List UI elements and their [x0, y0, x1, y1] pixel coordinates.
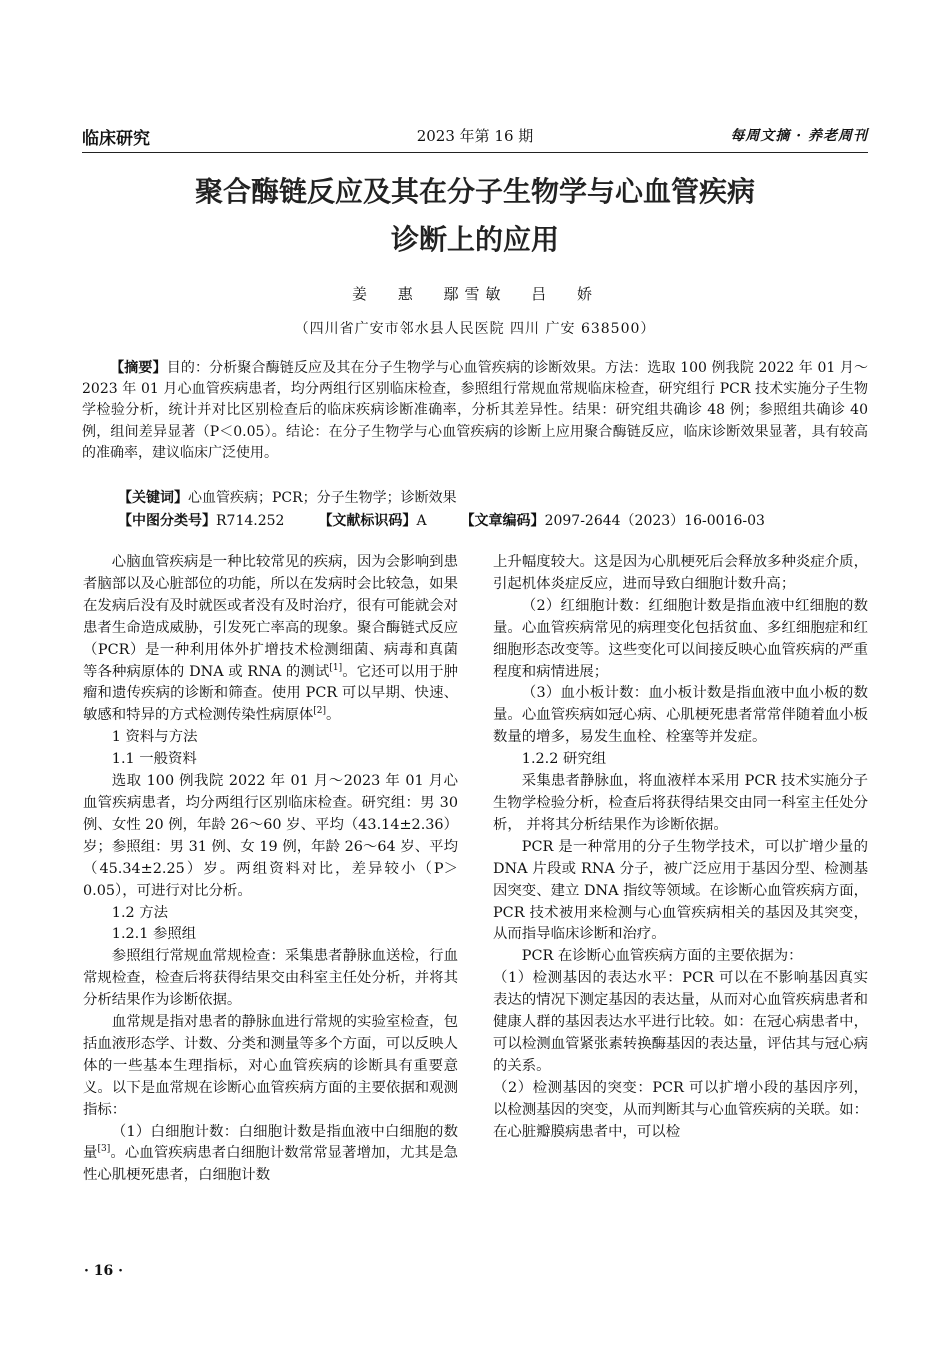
abstract-text: 目的：分析聚合酶链反应及其在分子生物学与心血管疾病的诊断效果。方法：选取 100 例我院 2022 年 01 月～2023 年 01 月心血管疾病患者，均分两组行区别临床检查，参照组行常规血常规临床检查，研究组行 PCR 技术实施分子生物学检验分析，统计并对比区别检查后的临床疾病诊断准确率，分析其差异性。结果：研究组共确诊 48 例；参照组共确诊 40 例，组间差异显著（P＜0.05）。结论：在分子生物学与心血管疾病的诊断上应用聚合酶链反应，临床诊断效果显著，具有较高的准确率，建议临床广泛使用。	[82, 360, 868, 461]
subsection-heading: 1.2 方法	[111, 904, 169, 921]
body-column-left	[83, 552, 458, 1187]
article-code-label: 【文章编码】	[460, 513, 545, 529]
subsection-heading: 1.1 一般资料	[111, 751, 197, 768]
citation: [2]	[313, 706, 327, 717]
paragraph: （2）红细胞计数：红细胞计数是指血液中红细胞的数量。心血管疾病常见的病理变化包括贫血、多红细胞症和红细胞形态改变等。这些变化可以间接反映心血管疾病的严重程度和病情进展；	[493, 597, 868, 680]
paragraph: （1）检测基因的表达水平：PCR 可以在不影响基因真实表达的情况下测定基因的表达量，从而对心血管疾病患者和健康人群的基因表达水平进行比较。如：在冠心病患者中，可以检测血管紧张素转换酶基因的表达量，评估其与冠心病的关系。	[493, 970, 868, 1074]
paragraph: 血常规是指对患者的静脉血进行常规的实验室检查，包括血液形态学、计数、分类和测量等多个方面，可以反映人体的一些基本生理指标，对心血管疾病的诊断具有重要意义。以下是血常规在诊断心血管疾病方面的主要依据和观测指标：	[83, 1014, 458, 1118]
affiliation: （四川省广安市邻水县人民医院 四川 广安 638500）	[294, 321, 656, 337]
clc-label: 【中图分类号】	[118, 513, 216, 529]
paragraph: （2）检测基因的突变：PCR 可以扩增小段的基因序列，以检测基因的突变，从而判断其与心血管疾病的关联。如：在心脏瓣膜病患者中，可以检	[493, 1079, 868, 1140]
subsection-heading: 1.2.2 研究组	[521, 751, 607, 768]
abstract	[82, 358, 868, 464]
paragraph	[83, 1122, 458, 1188]
header-section: 临床研究	[82, 129, 150, 149]
header-issue: 2023 年第 16 期	[416, 127, 534, 145]
keywords	[118, 487, 868, 509]
paragraph: 选取 100 例我院 2022 年 01 月～2023 年 01 月心血管疾病患者，均分两组行区别临床检查。研究组：男 30 例、女性 20 例，年龄 26～60 岁、平均（43.14±2.36）岁；参照组：男 31 例、女 19 例，年龄 26～64 岁、平均（45.34±2.25）岁。两组资料对比，差异较小（P＞0.05），可进行对比分析。	[83, 773, 458, 899]
classification-line	[118, 510, 868, 532]
text-run: （1）白细胞计数：白细胞计数是指血液中白细胞的数量	[83, 1123, 458, 1162]
paragraph: PCR 是一种常用的分子生物学技术，可以扩增少量的 DNA 片段或 RNA 分子，被广泛应用于基因分型、检测基因突变、建立 DNA 指纹等领域。在诊断心血管疾病方面，PCR 技术被用来检测与心血管疾病相关的基因及其突变，从而指导临床诊断和治疗。	[493, 838, 868, 943]
paragraph: 参照组行常规血常规检查：采集患者静脉血送检，行血常规检查，检查后将获得结果交由科室主任处分析，并将其分析结果作为诊断依据。	[83, 948, 458, 1009]
doc-code-label: 【文献标识码】	[318, 513, 417, 529]
text-run: 。心血管疾病患者白细胞计数常常显著增加，尤其是急性心肌梗死患者，白细胞计数	[83, 1145, 458, 1184]
authors: 姜 惠 鄢雪敏 吕 娇	[351, 285, 599, 303]
paragraph	[83, 552, 458, 727]
body-column-right	[493, 552, 868, 1143]
header-journal: 每周文摘 · 养老周刊	[730, 128, 868, 144]
article-title	[82, 168, 868, 264]
paragraph: PCR 在诊断心血管疾病方面的主要依据为：	[521, 948, 803, 965]
doc-code-value: A	[416, 513, 427, 529]
citation: [3]	[97, 1144, 111, 1155]
paragraph: （3）血小板计数：血小板计数是指血液中血小板的数量。心血管疾病如冠心病、心肌梗死患者常常伴随着血小板数量的增多，易发生血栓、栓塞等并发症。	[493, 685, 868, 746]
running-header	[82, 118, 868, 153]
title-line-2: 诊断上的应用	[390, 223, 559, 256]
section-heading: 1 资料与方法	[111, 729, 198, 746]
keywords-label: 【关键词】	[118, 490, 188, 506]
title-line-1: 聚合酶链反应及其在分子生物学与心血管疾病	[194, 175, 755, 208]
abstract-label: 【摘要】	[110, 360, 167, 376]
paragraph: 上升幅度较大。这是因为心肌梗死后会释放多种炎症介质，引起机体炎症反应，进而导致白细胞计数升高；	[493, 554, 868, 592]
citation: [1]	[329, 662, 343, 673]
paragraph: 采集患者静脉血，将血液样本采用 PCR 技术实施分子生物学检验分析，检查后将获得结果交由同一科室主任处分析， 并将其分析结果作为诊断依据。	[493, 773, 868, 833]
article-code-value: 2097-2644（2023）16-0016-03	[544, 513, 765, 529]
text-run: 。	[326, 707, 341, 724]
page-number: · 16 ·	[84, 1263, 123, 1279]
subsection-heading: 1.2.1 参照组	[111, 926, 197, 943]
keywords-text: 心血管疾病；PCR；分子生物学；诊断效果	[188, 490, 457, 506]
text-run: 心脑血管疾病是一种比较常见的疾病，因为会影响到患者脑部以及心脏部位的功能，所以在发病时会比较急，如果在发病后没有及时就医或者没有及时治疗，很有可能就会对患者生命造成威胁，引发死亡率高的现象。聚合酶链式反应（PCR）是一种利用体外扩增技术检测细菌、病毒和真菌等各种病原体的 DNA 或 RNA 的测试	[83, 554, 458, 680]
clc-value: R714.252	[216, 513, 285, 529]
text-run: 。它还可以用于肿瘤和遗传疾病的诊断和筛查。使用 PCR 可以早期、快速、敏感和特异的方式检测传染性病原体	[83, 663, 458, 724]
